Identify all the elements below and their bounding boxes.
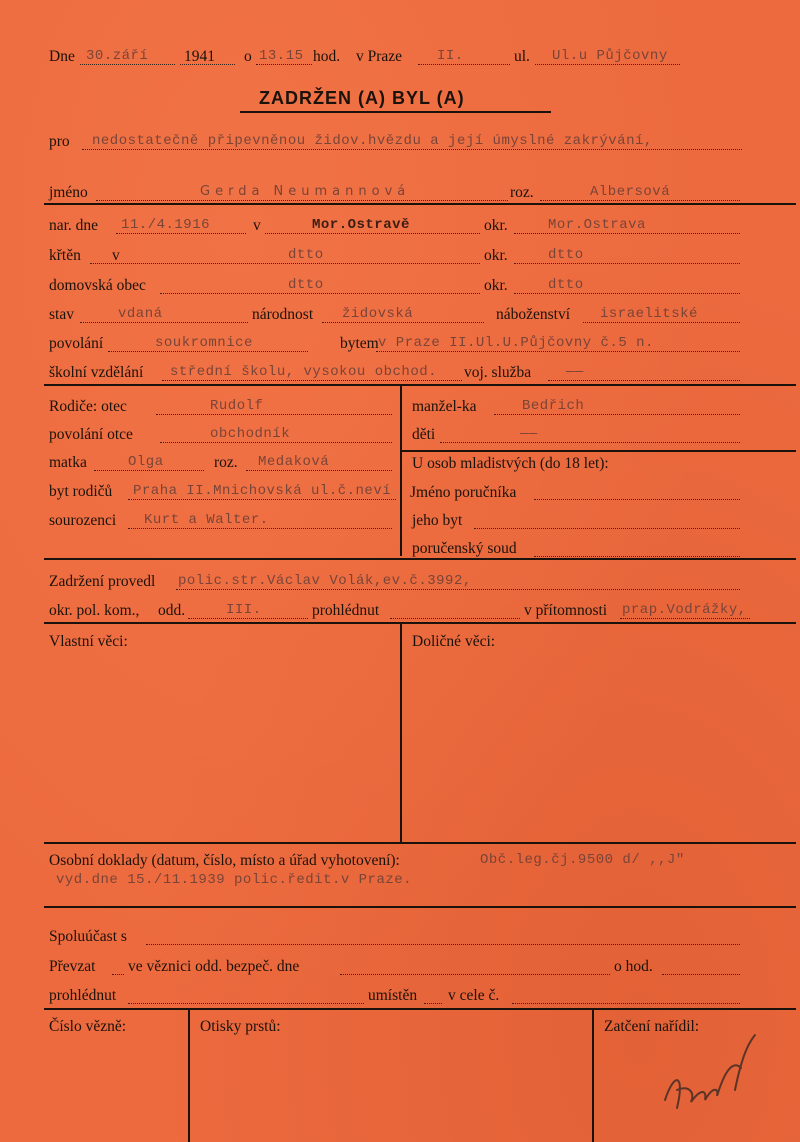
vlastni-veci-label: Vlastní věci:: [49, 633, 128, 650]
ul-label: ul.: [514, 48, 530, 65]
roz-label: roz.: [510, 184, 534, 201]
prohlednut-label: prohlédnut: [312, 602, 380, 619]
matka-value: Olga: [128, 454, 164, 470]
dolicne-veci-label: Doličné věci:: [412, 633, 496, 650]
krten-label: křtěn: [49, 247, 81, 264]
form-title: ZADRŽEN (A) BYL (A): [259, 88, 465, 108]
name-value: Gerda Neumannová: [200, 184, 411, 199]
krten-value: dtto: [288, 247, 324, 263]
birth-okr-value: Mor.Ostrava: [548, 217, 646, 233]
v-praze-label: v Praze: [356, 48, 403, 65]
maiden-value: Albersová: [590, 184, 671, 200]
pritomnost-label: v přítomnosti: [524, 602, 608, 619]
bytem-label: bytem: [340, 335, 379, 352]
domov-value: dtto: [288, 277, 324, 293]
povolani-otce-label: povolání otce: [49, 426, 133, 443]
jeho-byt-label: jeho byt: [412, 512, 463, 529]
odd-value: III.: [226, 602, 262, 618]
umisten-label: umístěn: [368, 987, 418, 1004]
o-hod-label: o hod.: [614, 958, 653, 975]
cele-label: v cele č.: [448, 987, 500, 1004]
vojsluzba-value: ——: [566, 364, 584, 380]
doklady-value-1: Obč.leg.čj.9500 d/ ,,J": [480, 852, 685, 868]
o-label: o: [244, 48, 252, 65]
bytem-value: v Praze II.Ul.U.Půjčovny č.5 n.: [378, 335, 654, 351]
veznice-label: ve věznici odd. bezpeč. dne: [128, 958, 300, 975]
narodnost-value: židovská: [342, 306, 414, 322]
povolani-value: soukromnice: [155, 335, 253, 351]
jmeno-label: jméno: [49, 184, 88, 201]
handwritten-signature: [655, 1030, 765, 1120]
pritomnost-value: prap.Vodrážky,: [622, 602, 747, 618]
hod-label: hod.: [313, 48, 341, 65]
soud-label: poručenský soud: [412, 540, 517, 557]
vojsluzba-label: voj. služba: [464, 364, 532, 381]
minors-label: U osob mladistvých (do 18 let):: [412, 455, 609, 472]
byt-rodicu-value: Praha II.Mnichovská ul.č.neví: [133, 483, 392, 499]
manzel-label: manžel-ka: [412, 398, 477, 415]
zateni-label: Zatčení nařídil:: [604, 1018, 700, 1035]
otec-value: Rudolf: [210, 398, 264, 414]
footer-prohlednut-label: prohlédnut: [49, 987, 117, 1004]
domov-okr-value: dtto: [548, 277, 584, 293]
pro-label: pro: [49, 133, 70, 150]
nabozenstvi-value: israelitské: [600, 306, 698, 322]
district-value: II.: [437, 48, 464, 64]
krten-okr-value: dtto: [548, 247, 584, 263]
okr-label: okr.: [484, 217, 508, 234]
povolani-otce-value: obchodník: [210, 426, 291, 442]
matka-label: matka: [49, 454, 87, 471]
nabozenstvi-label: náboženství: [496, 306, 571, 323]
birth-v-label: v: [253, 217, 261, 234]
sourozenci-value: Kurt a Walter.: [144, 512, 269, 528]
domov-okr-label: okr.: [484, 277, 508, 294]
matka-roz-value: Medaková: [258, 454, 330, 470]
vzdelani-label: školní vzdělání: [49, 364, 144, 381]
birth-place-value: Mor.Ostravě: [312, 217, 410, 233]
povolani-label: povolání: [49, 335, 104, 352]
provedl-label: Zadržení provedl: [49, 573, 156, 590]
deti-value: ——: [520, 426, 538, 442]
nar-label: nar. dne: [49, 217, 99, 234]
doklady-value-2: vyd.dne 15./11.1939 polic.ředit.v Praze.: [56, 872, 413, 888]
rodice-label: Rodiče: otec: [49, 398, 127, 415]
okr-kom-label: okr. pol. kom.,: [49, 602, 140, 619]
krten-v-label: v: [112, 247, 120, 264]
matka-roz-label: roz.: [214, 454, 238, 471]
deti-label: děti: [412, 426, 436, 443]
birth-date-value: 11./4.1916: [121, 217, 211, 233]
dne-label: Dne: [49, 48, 75, 65]
porucnik-label: Jméno poručníka: [410, 484, 517, 501]
vzdelani-value: střední školu, vysokou obchod.: [170, 364, 438, 380]
prevzat-label: Převzat: [49, 958, 96, 975]
manzel-value: Bedřich: [522, 398, 585, 414]
reason-value: nedostatečně připevněnou židov.hvězdu a její úmyslné zakrývání,: [92, 133, 653, 149]
krten-okr-label: okr.: [484, 247, 508, 264]
street-value: Ul.u Půjčovny: [552, 48, 668, 64]
doklady-label: Osobní doklady (datum, číslo, místo a úřad vyhotovení):: [49, 852, 400, 869]
stav-value: vdaná: [118, 306, 163, 322]
date-value: 30.září: [86, 48, 149, 64]
sourozenci-label: sourozenci: [49, 512, 117, 529]
stav-label: stav: [49, 306, 74, 323]
otisky-label: Otisky prstů:: [200, 1018, 281, 1035]
time-value: 13.15: [259, 48, 304, 64]
spoluucast-label: Spoluúčast s: [49, 928, 127, 945]
year-value: 1941: [184, 48, 215, 65]
cislo-vezne-label: Číslo vězně:: [49, 1018, 127, 1035]
provedl-value: polic.str.Václav Volák,ev.č.3992,: [178, 573, 472, 589]
narodnost-label: národnost: [252, 306, 314, 323]
domov-label: domovská obec: [49, 277, 146, 294]
odd-label: odd.: [158, 602, 186, 619]
byt-rodicu-label: byt rodičů: [49, 483, 113, 500]
